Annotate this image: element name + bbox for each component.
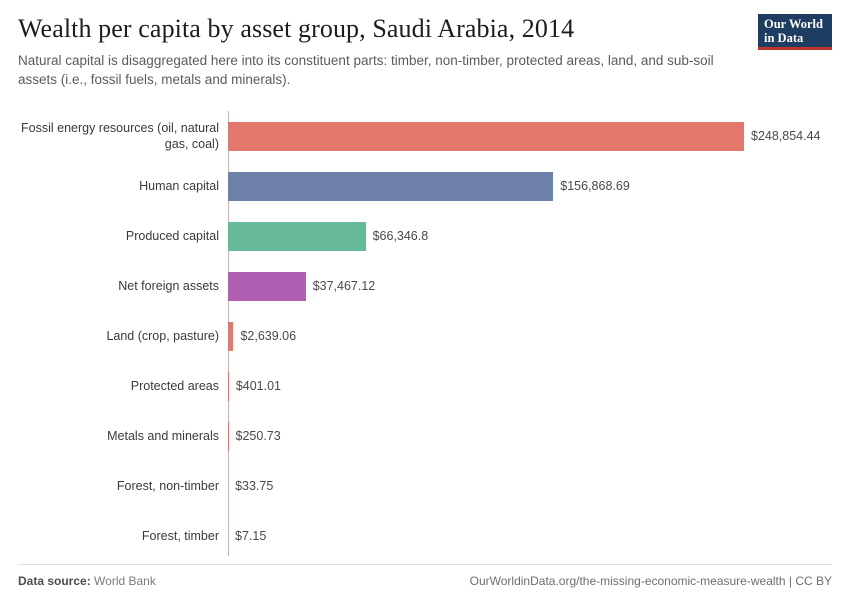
attribution-link[interactable]: OurWorldinData.org/the-missing-economic-measure-wealth | CC BY [469,574,832,588]
bar-value-label: $248,854.44 [751,129,821,144]
bar-container [228,111,832,161]
data-source [18,574,156,588]
bar-container [228,311,832,361]
bar-row[interactable] [18,311,832,361]
bar[interactable] [228,272,306,301]
bar-container [228,411,832,461]
bar-container [228,511,832,561]
bar-row[interactable] [18,461,832,511]
bar-value-label: $401.01 [235,379,282,394]
bar-value-label: $66,346.8 [372,229,429,244]
bar-value-label: $250.73 [235,429,281,444]
data-source-label: Data source: [18,574,91,588]
bar-category-label: Forest, timber [141,529,219,544]
bar-container [228,461,832,511]
bar-container [228,161,832,211]
bar[interactable] [228,172,553,201]
bar-row[interactable] [18,261,832,311]
bar-value-label: $156,868.69 [560,179,630,194]
chart-subtitle: Natural capital is disaggregated here into its constituent parts: timber, non-timber, protected areas, land, and sub-soil assets (i.e., fossil fuels, metals and minerals). [18,53,714,88]
bar-container [228,211,832,261]
bar-category-label: Net foreign assets [118,279,219,294]
chart-footer [18,564,832,588]
our-world-in-data-logo[interactable] [758,14,832,50]
bar-category-label: Fossil energy resources (oil, natural gas, coal) [21,121,219,152]
bar-row[interactable] [18,111,832,161]
bar-category-label: Forest, non-timber [116,479,219,494]
bar-row[interactable] [18,411,832,461]
bar-value-label: $37,467.12 [312,279,376,294]
bar-row[interactable] [18,511,832,561]
bar-row[interactable] [18,361,832,411]
bar-category-label: Protected areas [130,379,219,394]
bar[interactable] [228,122,744,151]
bar[interactable] [228,222,366,251]
bar-rows [18,111,832,561]
bar[interactable] [228,372,229,401]
bar-value-label: $2,639.06 [240,329,297,344]
bar-row[interactable] [18,211,832,261]
bar-container [228,261,832,311]
chart-header [18,14,832,89]
chart-plot-area [18,111,832,556]
bar[interactable] [228,322,233,351]
page-title: Wealth per capita by asset group, Saudi Arabia, 2014 [18,14,575,43]
bar-category-label: Produced capital [125,229,219,244]
bar-row[interactable] [18,161,832,211]
bar-category-label: Land (crop, pasture) [106,329,219,344]
bar[interactable] [228,422,229,451]
bar-category-label: Human capital [139,179,219,194]
bar-container [228,361,832,411]
bar-value-label: $7.15 [235,529,267,544]
logo-line-2: in Data [764,31,804,45]
bar-value-label: $33.75 [235,479,274,494]
logo-line-1: Our World [764,17,823,31]
data-source-value: World Bank [94,574,156,588]
bar-category-label: Metals and minerals [107,429,219,444]
